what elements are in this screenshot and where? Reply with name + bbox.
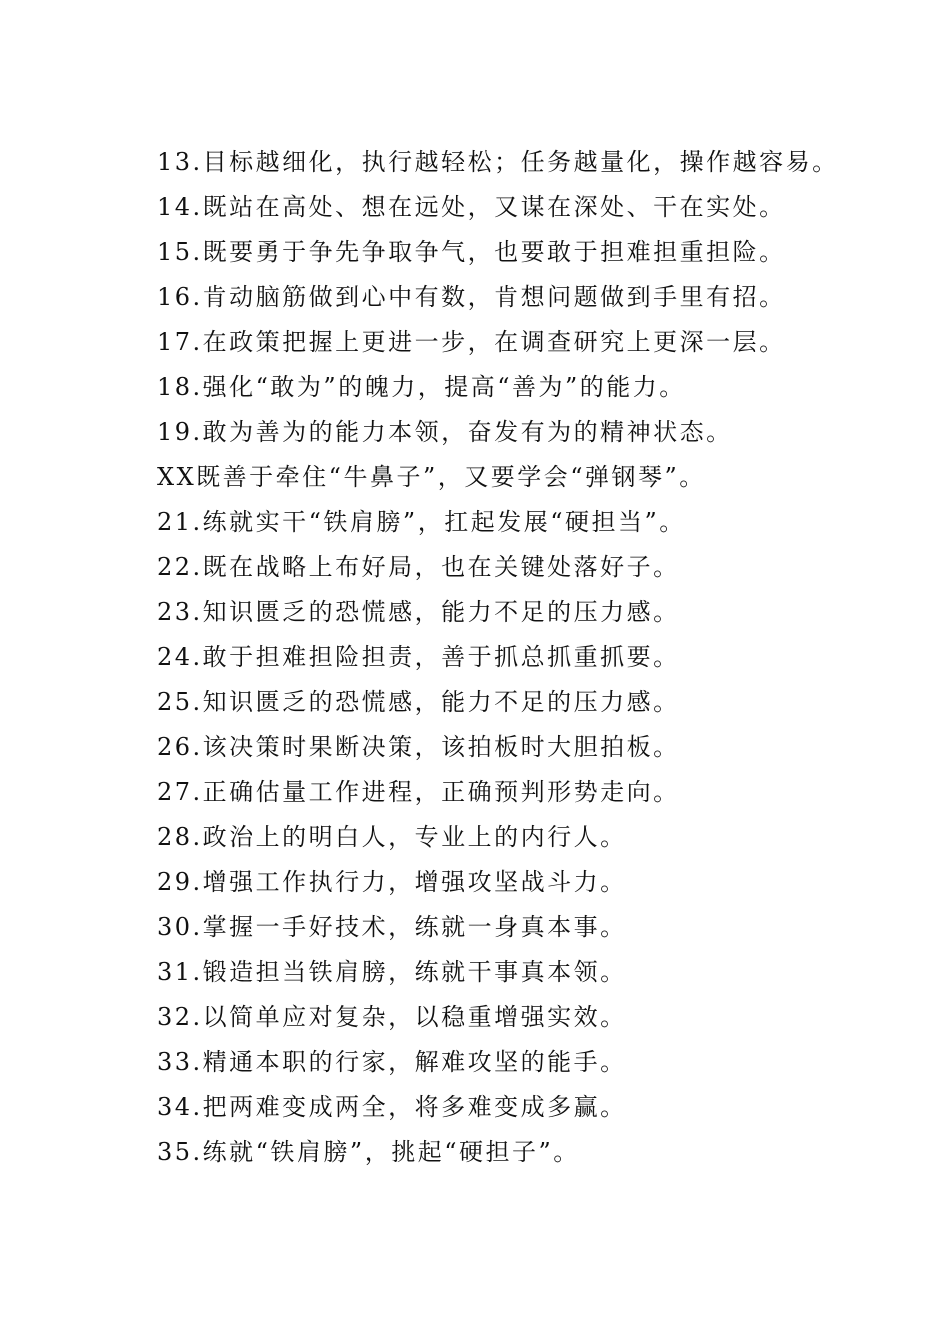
list-item: 17.在政策把握上更进一步，在调查研究上更深一层。 <box>157 328 786 356</box>
list-item: 32.以简单应对复杂，以稳重增强实效。 <box>157 1003 627 1031</box>
list-item: 24.敢于担难担险担责，善于抓总抓重抓要。 <box>157 643 680 671</box>
list-item: 18.强化“敢为”的魄力，提高“善为”的能力。 <box>157 373 686 401</box>
list-item: 16.肯动脑筋做到心中有数，肯想问题做到手里有招。 <box>157 283 786 311</box>
list-item: 34.把两难变成两全，将多难变成多赢。 <box>157 1093 627 1121</box>
list-item: 13.目标越细化，执行越轻松；任务越量化，操作越容易。 <box>157 148 839 176</box>
list-item: 19.敢为善为的能力本领，奋发有为的精神状态。 <box>157 418 733 446</box>
list-item: 35.练就“铁肩膀”，挑起“硬担子”。 <box>157 1138 580 1166</box>
list-item: XX既善于牵住“牛鼻子”，又要学会“弹钢琴”。 <box>157 463 706 491</box>
list-item: 30.掌握一手好技术，练就一身真本事。 <box>157 913 627 941</box>
list-item: 31.锻造担当铁肩膀，练就干事真本领。 <box>157 958 627 986</box>
list-item: 29.增强工作执行力，增强攻坚战斗力。 <box>157 868 627 896</box>
list-item: 15.既要勇于争先争取争气，也要敢于担难担重担险。 <box>157 238 786 266</box>
list-item: 33.精通本职的行家，解难攻坚的能手。 <box>157 1048 627 1076</box>
list-item: 26.该决策时果断决策，该拍板时大胆拍板。 <box>157 733 680 761</box>
list-item: 25.知识匮乏的恐慌感，能力不足的压力感。 <box>157 688 680 716</box>
list-item: 28.政治上的明白人，专业上的内行人。 <box>157 823 627 851</box>
list-item: 27.正确估量工作进程，正确预判形势走向。 <box>157 778 680 806</box>
phrase-list <box>157 140 917 1175</box>
list-item: 14.既站在高处、想在远处，又谋在深处、干在实处。 <box>157 193 786 221</box>
list-item: 21.练就实干“铁肩膀”，扛起发展“硬担当”。 <box>157 508 686 536</box>
list-item: 22.既在战略上布好局，也在关键处落好子。 <box>157 553 680 581</box>
list-item: 23.知识匮乏的恐慌感，能力不足的压力感。 <box>157 598 680 626</box>
